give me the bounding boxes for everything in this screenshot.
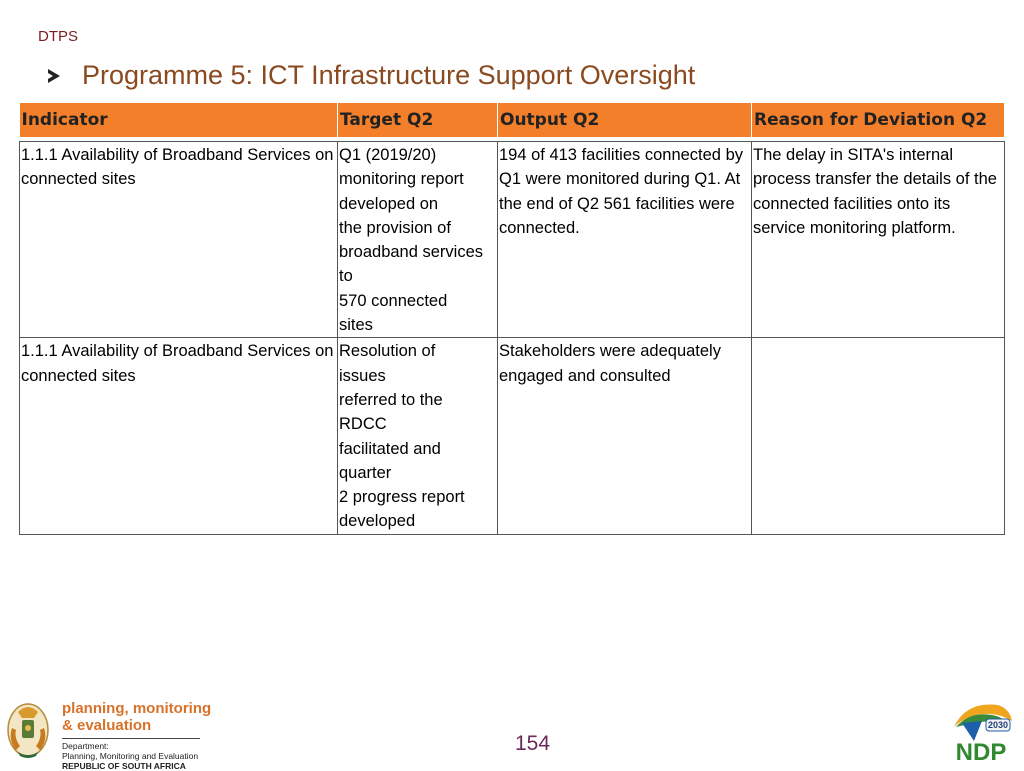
logo-line-2: & evaluation	[62, 717, 152, 734]
page-title: Programme 5: ICT Infrastructure Support Oversight	[82, 60, 696, 90]
table-row	[20, 338, 1005, 534]
table-row	[20, 142, 1005, 338]
ndp-logo	[946, 697, 1016, 763]
cell-reason	[752, 338, 1005, 534]
column-header-target: Target Q2	[338, 103, 498, 137]
page-number: 154	[515, 732, 551, 755]
ndp-year: 2030	[987, 720, 1009, 730]
cell-target: Q1 (2019/20) monitoring report developed on the provision of broadband services to 570 connected sites	[338, 142, 498, 338]
title-row	[48, 60, 695, 91]
logo-dept-label: Department:	[62, 741, 109, 751]
logo-country: REPUBLIC OF SOUTH AFRICA	[62, 761, 186, 771]
logo-divider	[62, 738, 200, 739]
cell-output: Stakeholders were adequately engaged and consulted	[498, 338, 752, 534]
cell-reason: The delay in SITA's internal process transfer the details of the connected facilities onto its service monitoring platform.	[752, 142, 1005, 338]
cell-indicator: 1.1.1 Availability of Broadband Services on connected sites	[20, 338, 338, 534]
indicator-table	[19, 103, 1005, 535]
column-header-indicator: Indicator	[20, 103, 338, 137]
dpme-logo	[4, 700, 211, 771]
cell-target: Resolution of issues referred to the RDCC facilitated and quarter 2 progress report developed	[338, 338, 498, 534]
table-header-row	[20, 103, 1005, 137]
arrow-bullet-icon	[48, 69, 60, 83]
column-header-reason: Reason for Deviation Q2	[752, 103, 1005, 137]
ndp-text: NDP	[955, 739, 1007, 763]
org-label: DTPS	[38, 28, 79, 45]
column-header-output: Output Q2	[498, 103, 752, 137]
cell-indicator: 1.1.1 Availability of Broadband Services on connected sites	[20, 142, 338, 338]
cell-output: 194 of 413 facilities connected by Q1 were monitored during Q1. At the end of Q2 561 facilities were connected.	[498, 142, 752, 338]
coat-of-arms-icon	[4, 700, 52, 762]
logo-dept-name: Planning, Monitoring and Evaluation	[62, 751, 199, 761]
logo-line-1: planning, monitoring	[62, 700, 212, 717]
